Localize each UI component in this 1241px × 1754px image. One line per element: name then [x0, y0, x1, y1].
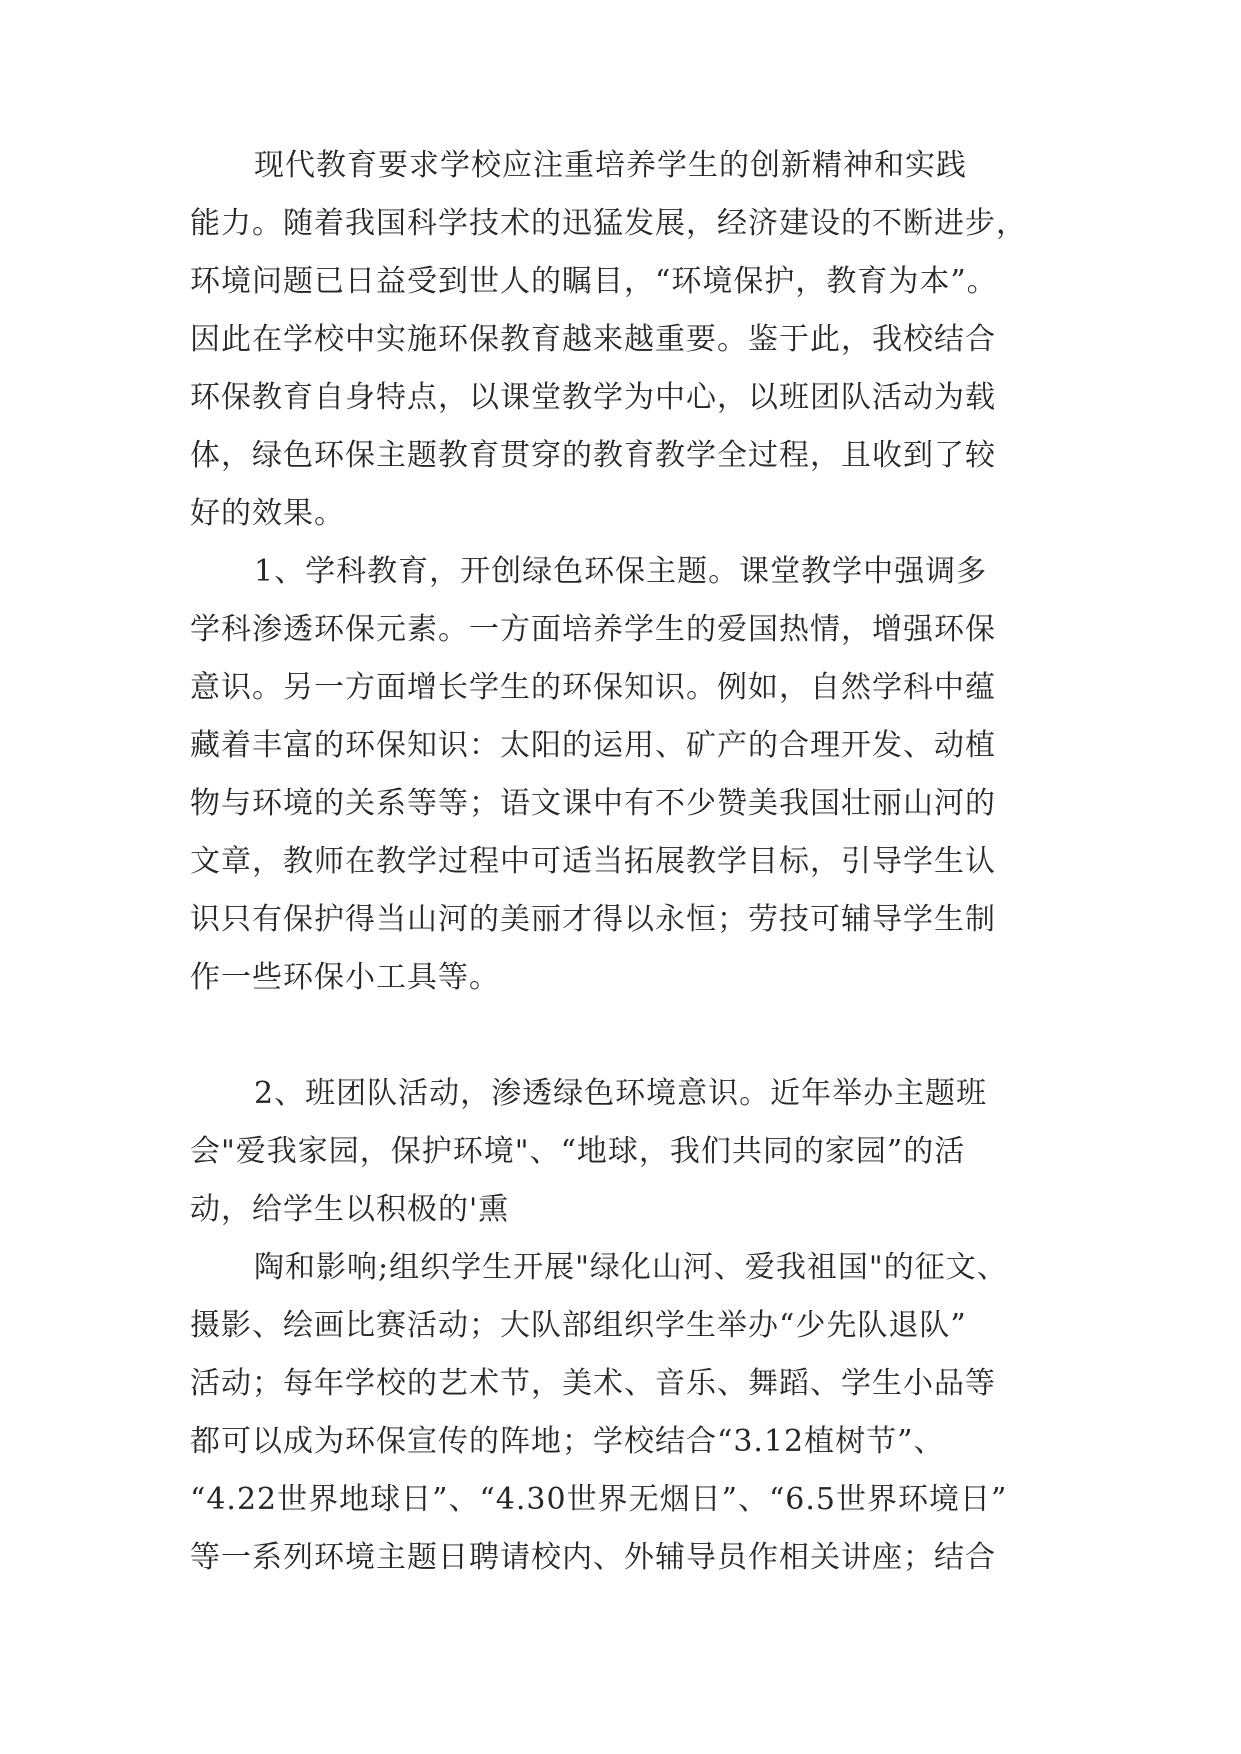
text-line: 藏着丰富的环保知识：太阳的运用、矿产的合理开发、动植: [190, 728, 996, 763]
text-line: 2、班团队活动，渗透绿色环境意识。近年举办主题班: [254, 1076, 988, 1111]
text-line: 环保教育自身特点，以课堂教学为中心，以班团队活动为载: [190, 380, 996, 415]
text-line: 好的效果。: [190, 496, 345, 531]
text-line: 现代教育要求学校应注重培养学生的创新精神和实践: [254, 148, 967, 183]
text-line: 动，给学生以积极的'熏: [190, 1192, 510, 1227]
text-line: 1、学科教育，开创绿色环保主题。课堂教学中强调多: [254, 554, 988, 589]
text-line: 因此在学校中实施环保教育越来越重要。鉴于此，我校结合: [190, 322, 996, 357]
text-line: 会"爱我家园，保护环境"、“地球，我们共同的家园”的活: [190, 1134, 966, 1169]
text-line: 体，绿色环保主题教育贯穿的教育教学全过程，且收到了较: [190, 438, 996, 473]
text-line: 文章，教师在教学过程中可适当拓展教学目标，引导学生认: [190, 844, 996, 879]
text-line: 识只有保护得当山河的美丽才得以永恒；劳技可辅导学生制: [190, 902, 996, 937]
text-line: 摄影、绘画比赛活动；大队部组织学生举办“少先队退队”: [190, 1308, 967, 1343]
text-line: 都可以成为环保宣传的阵地；学校结合“3.12植树节”、: [190, 1424, 945, 1459]
text-line: 物与环境的关系等等；语文课中有不少赞美我国壮丽山河的: [190, 786, 996, 821]
text-line: “4.22世界地球日”、“4.30世界无烟日”、“6.5世界环境日”: [190, 1482, 1008, 1517]
text-line: 等一系列环境主题日聘请校内、外辅导员作相关讲座；结合: [190, 1540, 996, 1575]
text-line: [190, 1007, 1050, 1065]
text-line: 活动；每年学校的艺术节，美术、音乐、舞蹈、学生小品等: [190, 1366, 996, 1401]
paragraph-class-activities: [190, 1065, 1050, 1239]
text-line: 作一些环保小工具等。: [190, 960, 500, 995]
paragraph-subject-education: [190, 543, 1050, 1065]
paragraph-intro: [190, 137, 1050, 543]
text-line: 意识。另一方面增长学生的环保知识。例如，自然学科中蕴: [190, 670, 996, 705]
text-line: 环境问题已日益受到世人的瞩目，“环境保护，教育为本”。: [190, 264, 998, 299]
text-line: 能力。随着我国科学技术的迅猛发展，经济建设的不断进步，: [190, 206, 1027, 241]
paragraph-continuation: [190, 1239, 1050, 1587]
text-line: 陶和影响;组织学生开展"绿化山河、爱我祖国"的征文、: [254, 1250, 1008, 1285]
text-line: 学科渗透环保元素。一方面培养学生的爱国热情，增强环保: [190, 612, 996, 647]
